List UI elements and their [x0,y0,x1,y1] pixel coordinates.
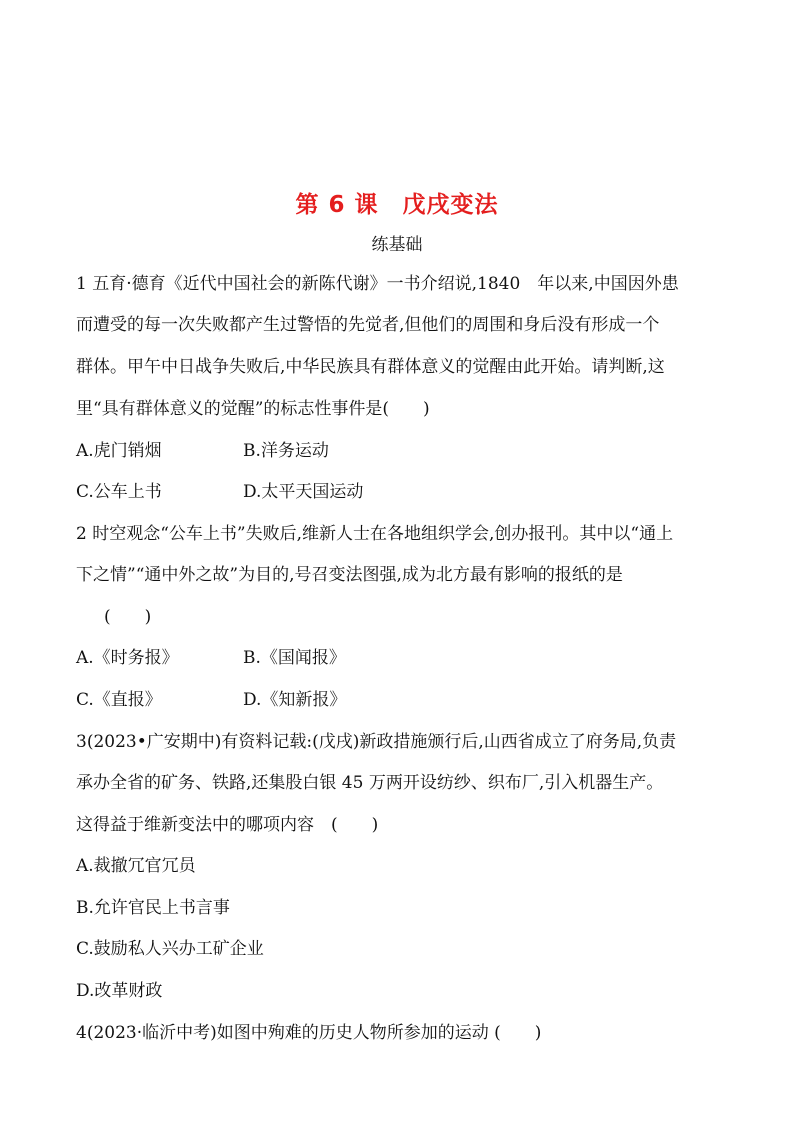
question-3-option-b: B.允许官民上书言事 [76,898,230,918]
question-2-line-3: ( ) [104,607,152,627]
question-1-line-4: 里“具有群体意义的觉醒”的标志性事件是( ) [76,399,430,419]
section-subtitle: 练基础 [371,235,423,255]
question-1-option-b: B.洋务运动 [243,441,329,461]
question-3-option-d: D.改革财政 [76,981,163,1001]
question-3-line-1: 3(2023•广安期中)有资料记载:(戊戌)新政措施颁行后,山西省成立了府务局,负责 [76,732,677,752]
question-1-line-2: 而遭受的每一次失败都产生过警悟的先觉者,但他们的周围和身后没有形成一个 [76,315,660,335]
question-3-line-2: 承办全省的矿务、铁路,还集股白银 45 万两开设纺纱、织布厂,引入机器生产。 [76,773,664,793]
question-1-line-3: 群体。甲午中日战争失败后,中华民族具有群体意义的觉醒由此开始。请判断,这 [76,357,665,377]
question-2-option-b: B.《国闻报》 [243,648,346,668]
question-2-option-d: D.《知新报》 [243,690,347,710]
question-1-option-d: D.太平天国运动 [243,482,364,502]
question-1-option-c: C.公车上书 [76,482,162,502]
question-2-line-2: 下之情”“通中外之故”为目的,号召变法图强,成为北方最有影响的报纸的是 [76,565,623,585]
question-2-option-c: C.《直报》 [76,690,162,710]
lesson-title: 第 6 课 戊戌变法 [295,192,499,218]
question-1-option-a: A.虎门销烟 [76,441,162,461]
question-1-line-1: 1 五育·德育《近代中国社会的新陈代谢》一书介绍说,1840 年以来,中国因外患 [76,274,679,294]
question-3-option-c: C.鼓励私人兴办工矿企业 [76,939,264,959]
question-3-option-a: A.裁撤冗官冗员 [76,856,196,876]
question-2-option-a: A.《时务报》 [76,648,179,668]
question-3-line-3: 这得益于维新变法中的哪项内容 ( ) [76,815,379,835]
question-2-line-1: 2 时空观念“公车上书”失败后,维新人士在各地组织学会,创办报刊。其中以“通上 [76,524,674,544]
question-4-line-1: 4(2023·临沂中考)如图中殉难的历史人物所参加的运动 ( ) [76,1023,542,1043]
